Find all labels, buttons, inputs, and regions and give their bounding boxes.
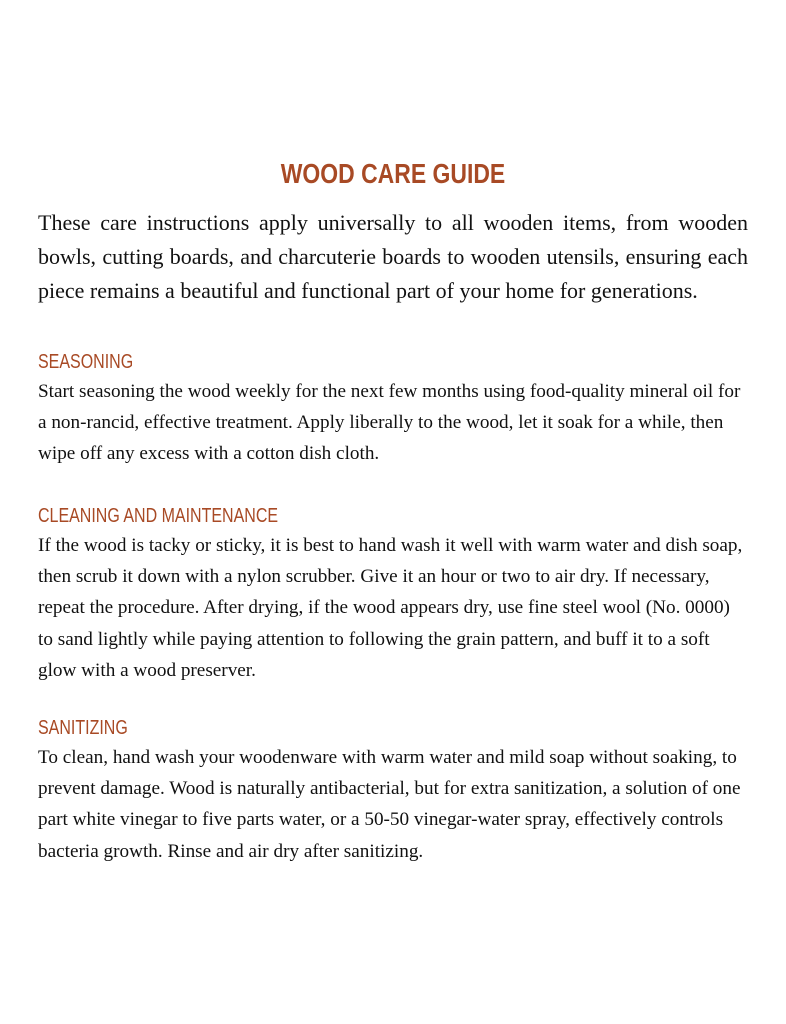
section-heading-seasoning: SEASONING xyxy=(38,351,134,373)
section-body-seasoning: Start seasoning the wood weekly for the next few months using food-quality mineral oil for a non-rancid, effective treatment. Apply liberally to the wood, let it soak for a while, then wipe off any excess with a cotton dish cloth. xyxy=(38,381,741,465)
section-cleaning-maintenance xyxy=(38,502,748,686)
intro-paragraph: These care instructions apply universally to all wooden items, from wooden bowls, cutting boards, and charcuterie boards to wooden utensils, ensuring each piece remains a beautiful and functional part of your home for generations. xyxy=(38,210,748,303)
section-sanitizing xyxy=(38,714,748,867)
section-body-sanitizing: To clean, hand wash your woodenware with warm water and mild soap without soaking, to prevent damage. Wood is naturally antibacterial, but for extra sanitization, a solution of one part white vinegar to five parts water, or a 50-50 vinegar-water spray, effectively controls bacteria growth. Rinse and air dry after sanitizing. xyxy=(38,747,741,862)
page-title: WOOD CARE GUIDE xyxy=(280,158,506,189)
section-heading-sanitizing: SANITIZING xyxy=(38,717,128,739)
section-heading-cleaning-maintenance: CLEANING AND MAINTENANCE xyxy=(38,505,279,527)
section-seasoning xyxy=(38,348,748,470)
section-body-cleaning-maintenance: If the wood is tacky or sticky, it is best to hand wash it well with warm water and dish soap, then scrub it down with a nylon scrubber. Give it an hour or two to air dry. If necessary, repeat the procedure. After drying, if the wood appears dry, use fine steel wool (No. 0000) to sand lightly while paying attention to following the grain pattern, and buff it to a soft glow with a wood preserver. xyxy=(38,535,743,681)
